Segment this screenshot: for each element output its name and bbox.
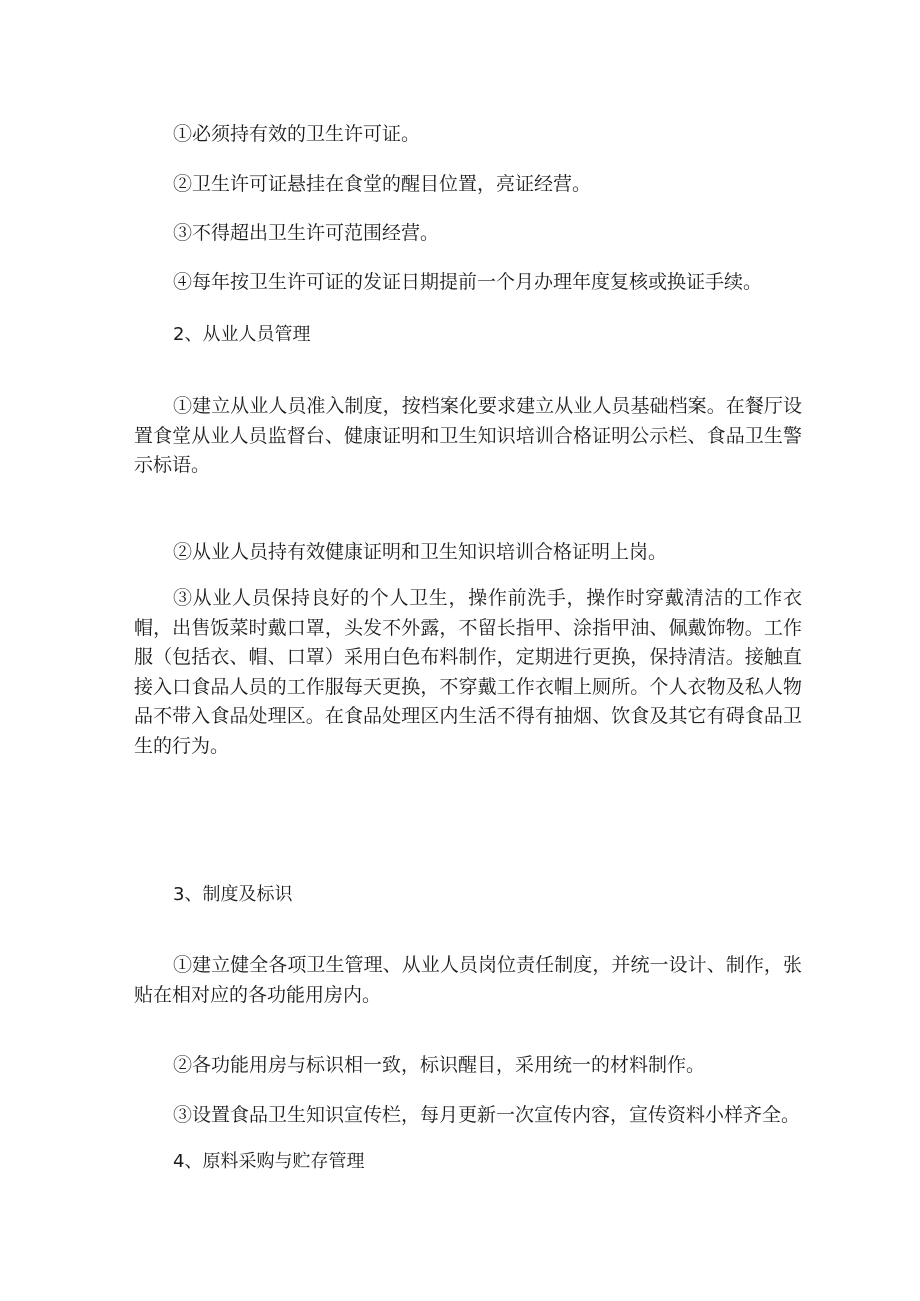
section2-paragraph-1: ①建立从业人员准入制度，按档案化要求建立从业人员基础档案。在餐厅设置食堂从业人员监督台、健康证明和卫生知识培训合格证明公示栏、食品卫生警示标语。 — [134, 395, 802, 476]
section1-item-4: ④每年按卫生许可证的发证日期提前一个月办理年度复核或换证手续。 — [173, 271, 763, 293]
section4-heading: 4、原料采购与贮存管理 — [173, 1151, 365, 1172]
section3-heading: 3、制度及标识 — [173, 884, 293, 905]
section1-item-3: ③不得超出卫生许可范围经营。 — [173, 222, 440, 244]
section3-paragraph-1: ①建立健全各项卫生管理、从业人员岗位责任制度，并统一设计、制作，张贴在相对应的各功能用房内。 — [134, 954, 802, 1006]
section2-paragraph-3: ③从业人员保持良好的个人卫生，操作前洗手，操作时穿戴清洁的工作衣帽，出售饭菜时戴口罩，头发不外露，不留长指甲、涂指甲油、佩戴饰物。工作服（包括衣、帽、口罩）采用白色布料制作，定期进行更换，保持清洁。接触直接入口食品人员的工作服每天更换，不穿戴工作衣帽上厕所。个人衣物及私人物品不带入食品处理区。在食品处理区内生活不得有抽烟、饮食及其它有碍食品卫生的行为。 — [134, 587, 802, 757]
section2-heading: 2、从业人员管理 — [173, 324, 311, 345]
section3-paragraph-3: ③设置食品卫生知识宣传栏，每月更新一次宣传内容，宣传资料小样齐全。 — [173, 1104, 801, 1126]
section3-paragraph-2: ②各功能用房与标识相一致，标识醒目，采用统一的材料制作。 — [173, 1054, 706, 1076]
section2-paragraph-2: ②从业人员持有效健康证明和卫生知识培训合格证明上岗。 — [173, 541, 668, 563]
section1-item-1: ①必须持有效的卫生许可证。 — [173, 123, 421, 145]
section1-item-2: ②卫生许可证悬挂在食堂的醒目位置，亮证经营。 — [173, 173, 592, 195]
